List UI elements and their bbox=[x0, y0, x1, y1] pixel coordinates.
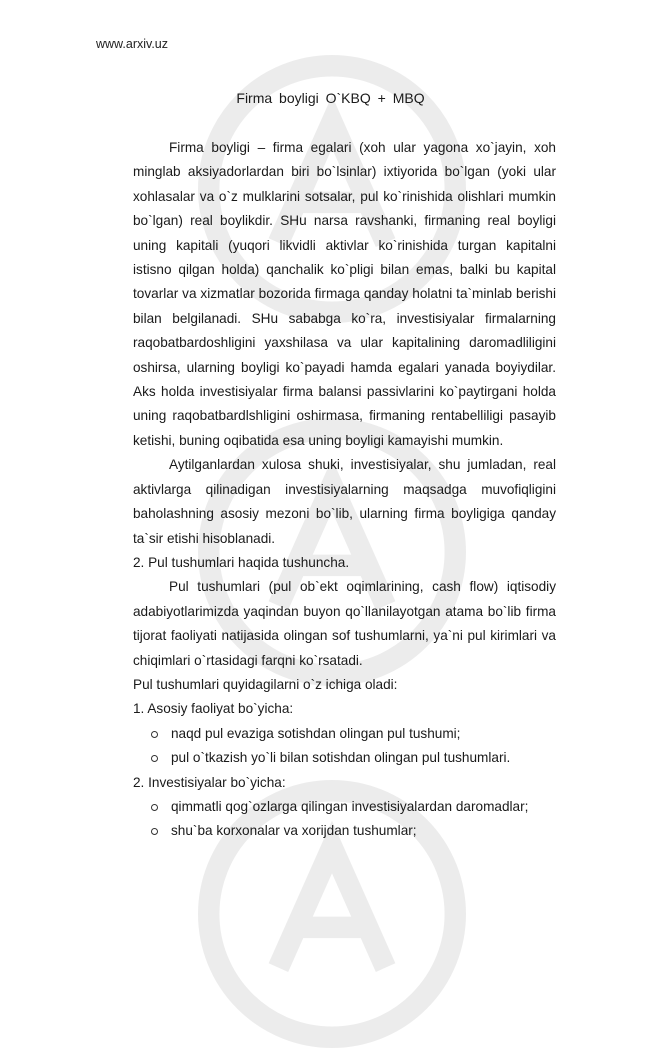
list-item bbox=[133, 795, 556, 819]
bullet-circle-icon bbox=[151, 731, 158, 738]
list-item bbox=[133, 722, 556, 746]
section-main-activity: 1. Asosiy faoliyat bo`yicha: bbox=[133, 701, 294, 717]
wealth-formula: Firma boyligi O`KBQ + MBQ bbox=[236, 90, 425, 106]
list-item-text: pul o`tkazish yo`li bilan sotishdan olingan pul tushumlari. bbox=[171, 750, 511, 766]
paragraph-cash-flow-definition: Pul tushumlari (pul ob`ekt oqimlarining, cash flow) iqtisodiy adabiyotlarimizda yaqindan buyon qo`llanilayotgan atama bo`lib firma tijorat faoliyati natijasida olingan sof tushumlarni, ya`ni pul kirimlari va chiqimlari o`rtasidagi farqni ko`rsatadi. bbox=[133, 579, 556, 668]
paragraph-firm-wealth: Firma boyligi – firma egalari (xoh ular yagona xo`jayin, xoh minglab aksiyadorlardan biri bo`lsinlar) ixtiyorida bo`lgan (yoki ular xohlasalar va o`z mulklarini sotsalar, pul ko`rinishida olishlari mumkin bo`lgan) real boylikdir. SHu narsa ravshanki, firmaning real boyligi uning kapitali (yuqori likvidli aktivlar ko`rinishida turgan kapitalni istisno qilgan holda) qanchalik ko`pligi bilan emas, balki bu kapital tovarlar va xizmatlar bozorida firmaga qanday holatni ta`minlab berishi bilan belgilanadi. SHu sababga ko`ra, investisiyalar firmalarning raqobatbardoshligini yaxshilasa va ular kapitalining daromadliligini oshirsa, ularning boyligi ko`payadi hamda egalari yanada boyiydilar. Aks holda investisiyalar firma balansi passivlarini ko`paytirgani holda uning raqobatbardlshligini oshirmasa, firmaning rentabelliligi pasayib ketishi, buning oqibatida esa uning boyligi kamayishi mumkin. bbox=[133, 140, 556, 448]
list-item bbox=[133, 746, 556, 770]
paragraph-conclusion: Aytilganlardan xulosa shuki, investisiyalar, shu jumladan, real aktivlarga qilinadigan investisiyalarning maqsadga muvofiqligini baholashning asosiy mezoni bo`lib, ularning firma boyligiga qanday ta`sir etishi hisoblanadi. bbox=[133, 457, 556, 546]
bullet-circle-icon bbox=[151, 755, 158, 762]
site-url: www.arxiv.uz bbox=[96, 37, 169, 51]
list-item-text: naqd pul evaziga sotishdan olingan pul tushumi; bbox=[171, 725, 461, 741]
bullet-circle-icon bbox=[151, 804, 158, 811]
section-investments: 2. Investisiyalar bo`yicha: bbox=[133, 774, 286, 790]
list-item-text: shu`ba korxonalar va xorijdan tushumlar; bbox=[171, 823, 417, 839]
bullet-circle-icon bbox=[151, 828, 158, 835]
paragraph-includes: Pul tushumlari quyidagilarni o`z ichiga oladi: bbox=[133, 676, 398, 692]
list-item-text: qimmatli qog`ozlarga qilingan investisiyalardan daromadlar; bbox=[171, 798, 529, 814]
document-body bbox=[133, 136, 556, 844]
list-item bbox=[133, 819, 556, 843]
section-heading-cash-flow: 2. Pul tushumlari haqida tushuncha. bbox=[133, 554, 350, 570]
